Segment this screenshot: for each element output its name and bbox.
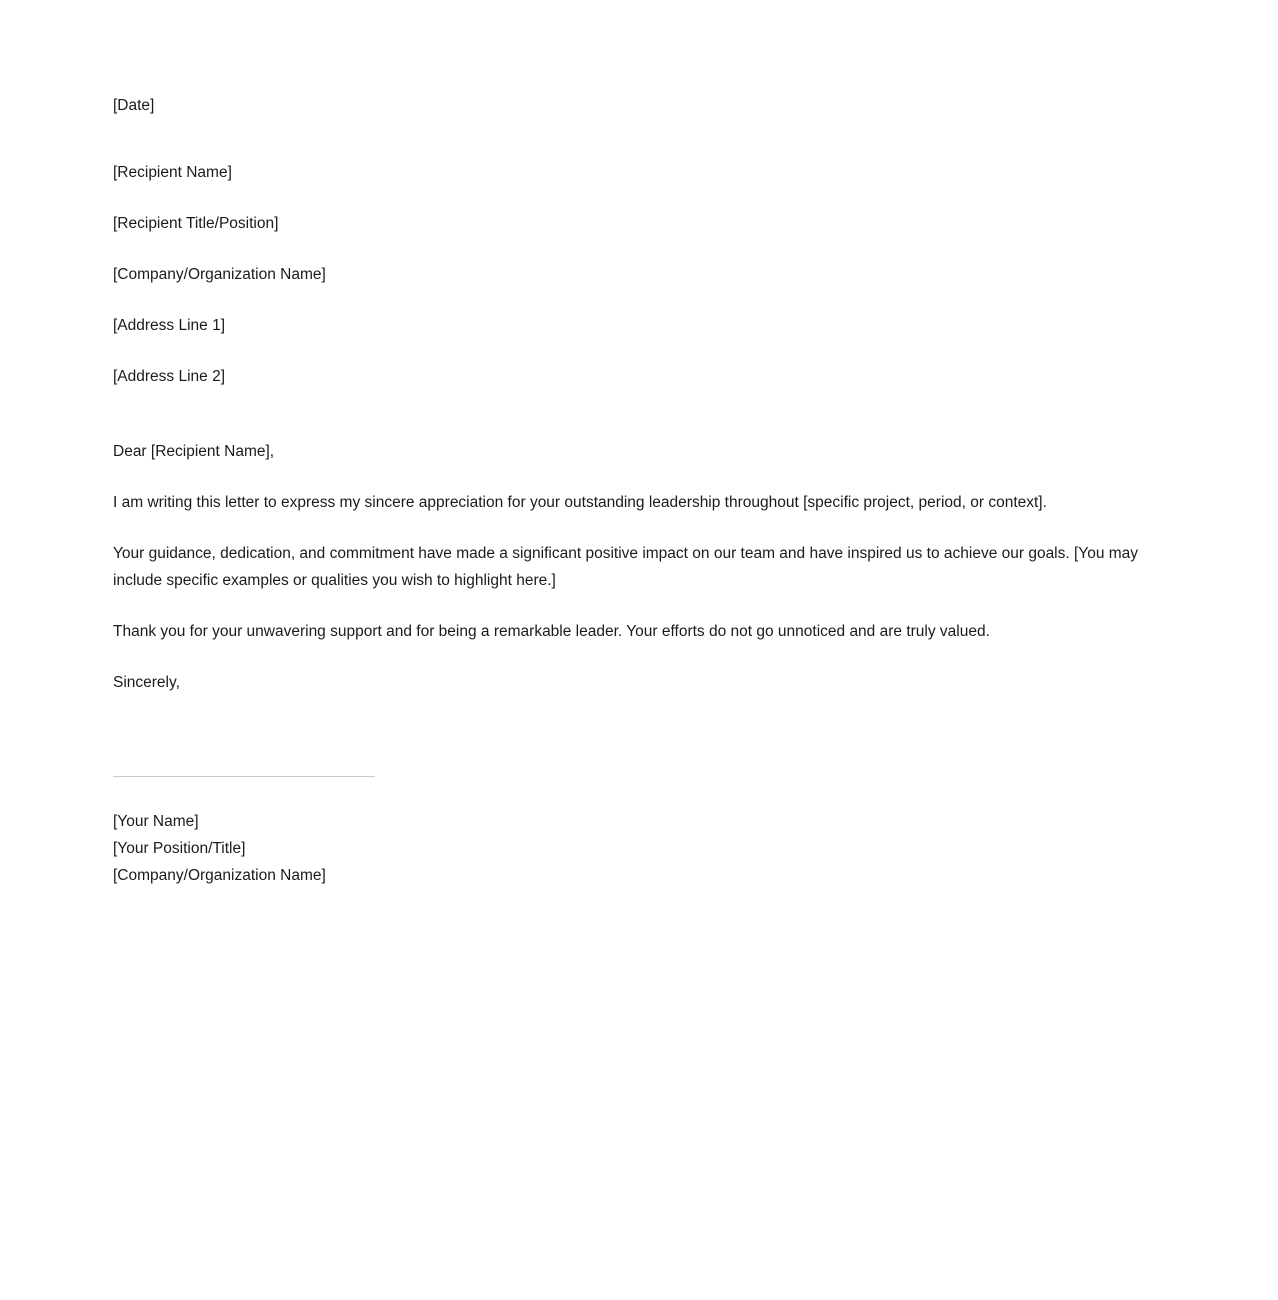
salutation: Dear [Recipient Name],: [113, 443, 275, 460]
signature-company: [Company/Organization Name]: [113, 867, 326, 884]
closing-line: Sincerely,: [113, 674, 180, 691]
signature-position: [Your Position/Title]: [113, 840, 246, 857]
recipient-name-line: [Recipient Name]: [113, 164, 232, 181]
signature-block: [113, 808, 1145, 889]
signature-rule: [113, 776, 375, 777]
signature-space: [113, 696, 1145, 776]
letter-body: [113, 92, 1145, 889]
body-paragraph-2: Your guidance, dedication, and commitment have made a significant positive impact on our team and have inspired us to achieve our goals. [You may include specific examples or qualities you wish to highlight here.]: [113, 545, 1139, 589]
body-paragraph-1: I am writing this letter to express my sincere appreciation for your outstanding leadership throughout [specific project, period, or context].: [113, 494, 1047, 511]
address-line-1: [Address Line 1]: [113, 317, 226, 334]
signature-name: [Your Name]: [113, 813, 199, 830]
address-line-2: [Address Line 2]: [113, 368, 226, 385]
body-paragraph-3: Thank you for your unwavering support and for being a remarkable leader. Your efforts do not go unnoticed and are truly valued.: [113, 623, 990, 640]
company-name-line: [Company/Organization Name]: [113, 266, 326, 283]
date-line: [Date]: [113, 97, 155, 114]
recipient-title-line: [Recipient Title/Position]: [113, 215, 279, 232]
